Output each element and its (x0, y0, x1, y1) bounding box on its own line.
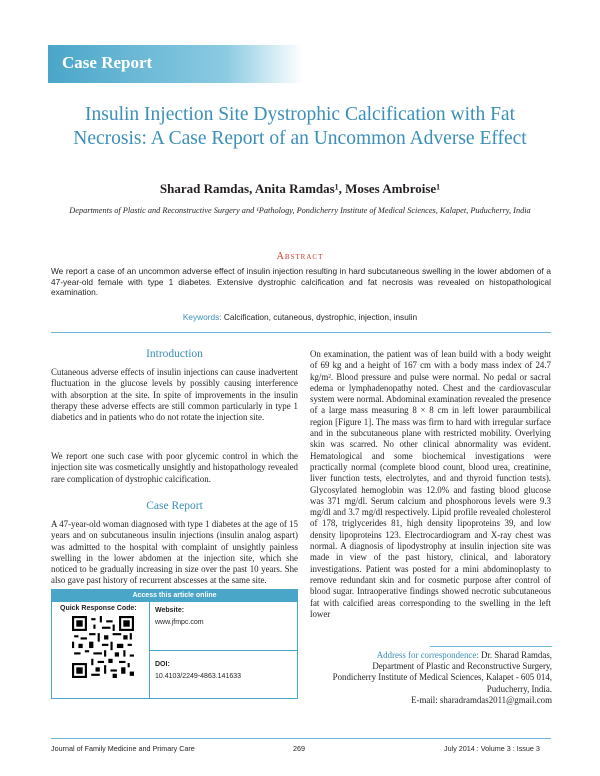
case-report-paragraph-1: A 47-year-old woman diagnosed with type 1 diabetes at the age of 15 years and on subcutaneous insulin injections (insulin analog aspart) was admitted to the hospital with complaint of unsightly painless swelling in the lower abdomen at the injection site, which she noticed to be gradually increasing in size over the past 10 years. She also gave past history of recurrent abscesses at the same site. (51, 519, 298, 586)
abstract-heading: Abstract (276, 251, 324, 262)
examination-paragraph: On examination, the patient was of lean build with a body weight of 69 kg and a height of 167 cm with a body mass index of 24.7 kg/m². Blood pressure and pulse were normal. No pedal or sacral edema or lymphadenopathy noted. Chest and the cardiovascular system were normal. Abdominal examination revealed the presence of a large mass measuring 8 × 8 cm in left lower paraumbilical region [Figure 1]. The mass was firm to hard with irregular surface and in the subcutaneous plane with restricted mobility. Overlying skin was scarred. No other clinical abnormality was evident. Hematological and some biochemical investigations were practically normal (complete blood count, blood urea, creatinine, liver function tests, electrolytes, and and thyroid function tests). Glycosylated hemoglobin was 12.0% and fasting blood glucose was 371 mg/dl. Serum calcium and phosphorous levels were 9.3 mg/dl and 3.7 mg/dl respectively. Lipid profile revealed cholesterol of 178, triglycerides 81, high density lipoproteins 39, and low density lipoproteins 123. Electrocardiogram and X-ray chest was normal. A diagnosis of lipodystrophy at insulin injection site was made in view of the past history, clinical, and laboratory investigations. Patient was posted for a mini abdominoplasty to remove redundant skin and for cosmetic purpose after control of blood sugar. Intraoperative findings showed necrotic subcutaneous fat with calcified areas corresponding to the swelling in the left lower (310, 349, 551, 619)
divider (51, 332, 551, 333)
affiliation: Departments of Plastic and Reconstructive Surgery and ¹Pathology, Pondicherry Institute of Medical Sciences, Kalapet, Puducherry, India (69, 206, 531, 215)
correspondence-line-3: Puducherry, India. (486, 683, 552, 694)
author-list: Sharad Ramdas, Anita Ramdas¹, Moses Ambroise¹ (159, 181, 441, 196)
correspondence-line-2: Pondicherry Institute of Medical Sciences, Kalapet - 605 014, (332, 672, 552, 683)
correspondence-divider (430, 646, 552, 647)
correspondence-label: Address for correspondence: (376, 650, 479, 660)
qr-code-label: Quick Response Code: (60, 605, 137, 612)
keywords-text: Calcification, cutaneous, dystrophic, injection, insulin (223, 312, 418, 322)
keywords-label: Keywords: (182, 312, 222, 322)
doi-label: DOI: (155, 661, 170, 668)
introduction-heading: Introduction (146, 348, 203, 360)
qr-code-image[interactable] (72, 616, 134, 678)
correspondence-block (320, 650, 552, 706)
access-box-horizontal-divider (149, 650, 298, 651)
access-box-heading: Access this article online (52, 590, 297, 602)
footer-journal: Journal of Family Medicine and Primary Care (51, 744, 195, 753)
footer-issue: July 2014 : Volume 3 : Issue 3 (444, 744, 540, 753)
introduction-paragraph-1: Cutaneous adverse effects of insulin injections can cause inadvertent fluctuation in the glucose levels by possibly causing interference with absorption at the site. In spite of improvements in the insulin therapy these adverse effects are still common particularly in type 1 diabetics and in patients who do not rotate the injection site. (51, 367, 298, 423)
case-report-heading: Case Report (146, 500, 203, 512)
article-type-label: Case Report (62, 53, 153, 72)
footer-page-number: 269 (293, 744, 305, 753)
article-title: Insulin Injection Site Dystrophic Calcification with Fat Necrosis: A Case Report of an Uncommon Adverse Effect (73, 104, 527, 149)
abstract-text: We report a case of an uncommon adverse effect of insulin injection resulting in hard subcutaneous swelling in the lower abdomen of a 47-year-old female with type 1 diabetes. Extensive dystrophic calcification and fat necrosis was revealed on histopathological examination. (51, 266, 551, 297)
introduction-paragraph-2: We report one such case with poor glycemic control in which the injection site was cosmetically unsightly and histopathology revealed rare complication of dystrophic calcification. (51, 451, 298, 484)
keywords (0, 312, 600, 322)
website-link[interactable]: www.jfmpc.com (155, 619, 204, 626)
website-label: Website: (155, 607, 185, 614)
doi-link[interactable]: 10.4103/2249-4863.141633 (155, 673, 242, 680)
access-article-box (51, 589, 298, 699)
correspondence-email[interactable]: E-mail: sharadramdas2011@gmail.com (411, 694, 552, 705)
correspondence-name: Dr. Sharad Ramdas, (481, 650, 552, 660)
footer-divider (51, 738, 551, 739)
correspondence-line-1: Department of Plastic and Reconstructive Surgery, (372, 661, 552, 672)
